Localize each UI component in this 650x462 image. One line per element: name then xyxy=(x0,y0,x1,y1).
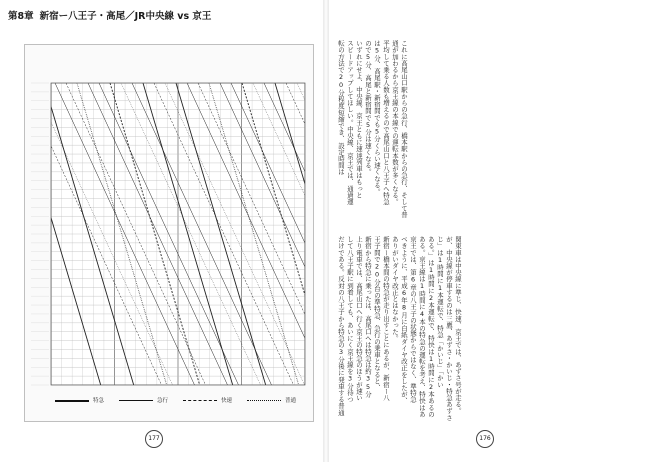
text-column: スピードアップしてほしい。中央線、京王では、通過運 xyxy=(346,40,354,205)
text-column: これに高尾山口駅からの急行、橋本駅からの急行、そして普 xyxy=(400,40,408,219)
text-column: が、中央線が停車するのは三鷹、あずさ・かいじ・特急あずさ xyxy=(445,236,453,421)
text-column: ありがいダイヤ改正とはなかった。 xyxy=(391,236,399,342)
train-graph xyxy=(25,45,313,421)
mask-left xyxy=(25,45,51,421)
body-text-top xyxy=(336,40,408,225)
text-column: 関東車は中央線に準じ、快速、京王では、あずさ号が走る。 xyxy=(454,236,462,415)
text-column: 平均して乗る人数も増えるので高尾山口と八王子へ特急 xyxy=(382,40,390,205)
text-column: 上り電車では、高尾山口へ行く京王の特急のほうが速い xyxy=(355,236,363,401)
page-number-left: 177 xyxy=(145,430,163,448)
text-column: べきように、平成6年8月に白紙ダイヤ改正をしたが、 xyxy=(400,236,408,405)
text-column: して八王子駅に到着しても、あいにく京王線を3分待つ xyxy=(346,236,354,403)
text-column: 京王では、第6章の八王子の状態からではなく、準特急 xyxy=(409,236,417,403)
text-column: ので5分、高尾と新宿間で5分は速くなる。 xyxy=(364,40,372,176)
chapter-number: 第8章 xyxy=(8,11,34,22)
text-column: いずれにせよ、中央線、京王ともに速達列車はもっと xyxy=(355,40,363,199)
legend-line-local xyxy=(247,400,281,401)
legend-line-rapid-express xyxy=(119,400,153,401)
chapter-title-text: 新宿ー八王子・高尾／JR中央線 vs 京王 xyxy=(39,11,212,22)
text-column: 新宿ー橋本間の特急が走り出すことにあるが、新宿ー八 xyxy=(382,236,390,401)
text-column: 通が加わるから京王線の本線での運転本数が多くなる。 xyxy=(391,40,399,205)
legend-line-rapid xyxy=(183,400,217,401)
legend-label: 快速 xyxy=(221,398,233,404)
text-column: 転の方法で20分程度短縮でき、設定時間は xyxy=(337,40,345,176)
chapter-heading xyxy=(8,8,211,22)
text-column: 新宿から特急に乗ったは、高尾口へは特急は約35分 xyxy=(364,236,372,398)
mask-right xyxy=(305,45,313,421)
legend-line-express xyxy=(55,400,89,402)
page-number-right: 176 xyxy=(476,430,494,448)
legend-label: 特急 xyxy=(93,398,105,404)
legend-label: 普通 xyxy=(285,398,297,404)
text-column: だけである。反対の八王子から特急の3分後に発車する普通 xyxy=(337,236,345,416)
timetable-diagram xyxy=(24,44,314,422)
text-column: ある。」は1時間に2本運転で、特快は1時間に2本あるの xyxy=(427,236,435,418)
diagram-legend xyxy=(55,395,315,407)
text-column: 王子間で20分台の準特急、急行の乗車となると、 xyxy=(373,236,381,391)
mask-top xyxy=(25,45,313,83)
page-header xyxy=(0,0,650,30)
legend-label: 急行 xyxy=(157,398,169,404)
text-column: ある。京王線は1時間に4本の特急の運転を考え、特快はあ xyxy=(418,236,426,418)
page-gutter xyxy=(323,0,329,462)
body-text-bottom xyxy=(336,236,462,421)
text-column: は5分、高尾駅・新宿間でも5分くらい速くなる。 xyxy=(373,40,381,195)
text-column: じ」は1時間に1本運転で、特急「かいじ」「かい xyxy=(436,236,444,388)
